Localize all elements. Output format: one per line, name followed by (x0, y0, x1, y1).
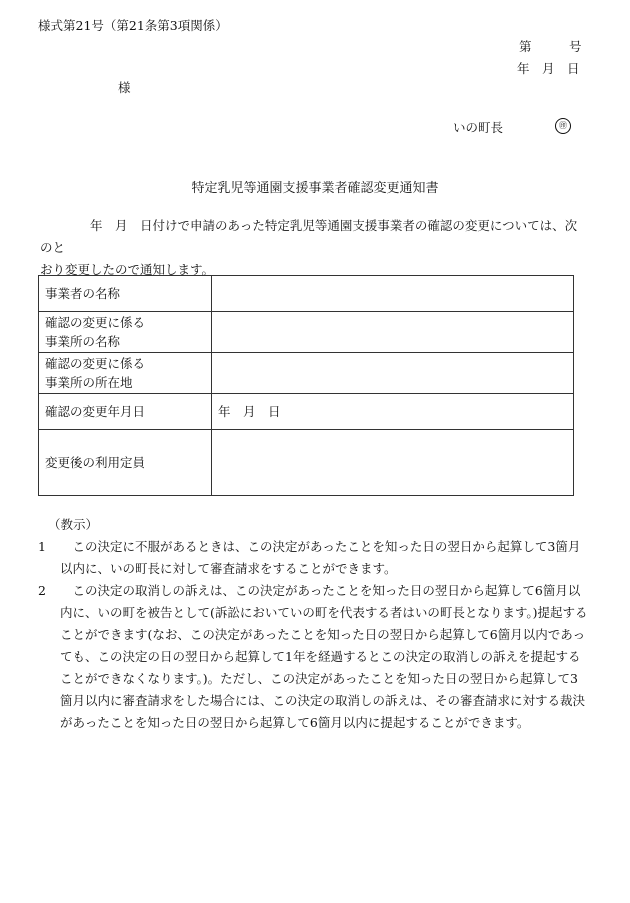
intro-paragraph (40, 215, 585, 281)
table-row (39, 394, 574, 430)
issue-date: 年 月 日 (517, 61, 580, 76)
row-value (212, 353, 574, 394)
notice-heading: （教示） (48, 517, 99, 532)
addressee-label: 様 (118, 80, 131, 95)
intro-line-2: おり変更したので通知します。 (40, 262, 215, 277)
seal-mark: ㊞ (555, 118, 571, 134)
item-text: この決定に不服があるときは、この決定があったことを知った日の翌日から起算して3箇月以内に、いの町長に対して審査請求をすることができます。 (60, 539, 581, 576)
row-label (39, 353, 212, 394)
label-text: 確認の変更に係る (45, 356, 146, 371)
row-value: 年 月 日 (212, 394, 574, 430)
document-title: 特定乳児等通園支援事業者確認変更通知書 (191, 181, 439, 196)
issuer-name: いの町長 (453, 120, 504, 135)
label-text: 事業所の名称 (45, 334, 121, 349)
row-label (39, 276, 212, 312)
row-value (212, 312, 574, 353)
label-text: 事業所の所在地 (45, 375, 133, 390)
item-number: 1 (38, 539, 46, 554)
row-value (212, 430, 574, 496)
list-item (38, 580, 590, 734)
table-row (39, 276, 574, 312)
row-label (39, 312, 212, 353)
intro-line-1: 年 月 日付けで申請のあった特定乳児等通園支援事業者の確認の変更については、次のと (40, 218, 578, 255)
row-label (39, 430, 212, 496)
table-row (39, 312, 574, 353)
list-item (38, 536, 590, 580)
row-label (39, 394, 212, 430)
document-number: 第 号 (519, 39, 582, 54)
item-number: 2 (38, 583, 46, 598)
label-text: 変更後の利用定員 (45, 455, 146, 470)
form-id: 様式第21号（第21条第3項関係） (38, 18, 228, 33)
table-row (39, 430, 574, 496)
label-text: 確認の変更年月日 (45, 404, 146, 419)
row-value (212, 276, 574, 312)
info-table (38, 275, 574, 496)
label-text: 確認の変更に係る (45, 315, 146, 330)
notice-section (38, 514, 590, 734)
table-row (39, 353, 574, 394)
item-text: この決定の取消しの訴えは、この決定があったことを知った日の翌日から起算して6箇月以内に、いの町を被告として(訴訟においていの町を代表する者はいの町長となります。)提起することができます(なお、この決定があったことを知った日の翌日から起算して6箇月以内であっても、この決定の日の翌日から起算して1年を経過するとこの決定の取消しの訴えを提起することができなくなります。)。ただし、この決定があったことを知った日の翌日から起算して3箇月以内に審査請求をした場合には、この決定の取消しの訴えは、その審査請求に対する裁決があったことを知った日の翌日から起算して6箇月以内に提起することができます。 (60, 583, 588, 730)
label-text: 事業者の名称 (45, 286, 121, 301)
